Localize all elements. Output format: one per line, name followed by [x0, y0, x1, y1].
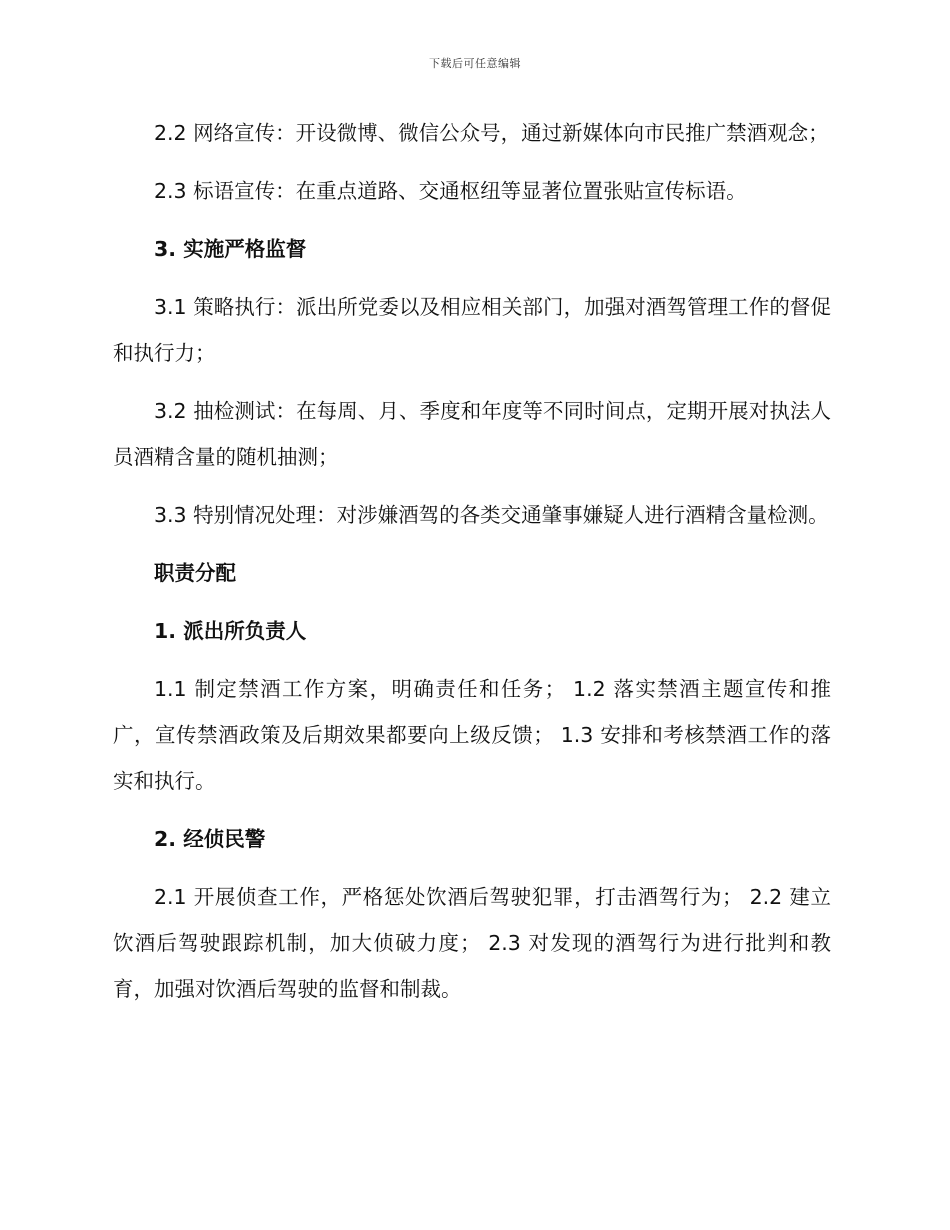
- heading-investigation-police: 2. 经侦民警: [154, 827, 266, 851]
- document-body: [113, 110, 831, 1024]
- paragraph-police-duties: 2.1 开展侦查工作，严格惩处饮酒后驾驶犯罪，打击酒驾行为； 2.2 建立饮酒后驾驶跟踪机制，加大侦破力度； 2.3 对发现的酒驾行为进行批判和教育，加强对饮酒后驾驶的监督和制裁。: [113, 885, 831, 1001]
- paragraph-2-2: 2.2 网络宣传：开设微博、微信公众号，通过新媒体向市民推广禁酒观念；: [154, 121, 829, 145]
- page-header: 下载后可任意编辑: [429, 57, 521, 70]
- heading-responsibilities: 职责分配: [154, 561, 236, 585]
- paragraph-2-3: 2.3 标语宣传：在重点道路、交通枢纽等显著位置张贴宣传标语。: [154, 179, 747, 203]
- paragraph-3-2: 3.2 抽检测试：在每周、月、季度和年度等不同时间点，定期开展对执法人员酒精含量的随机抽测；: [113, 399, 831, 469]
- heading-strict-supervision: 3. 实施严格监督: [154, 237, 307, 261]
- paragraph-3-3: 3.3 特别情况处理：对涉嫌酒驾的各类交通肇事嫌疑人进行酒精含量检测。: [154, 503, 829, 527]
- paragraph-leader-duties: 1.1 制定禁酒工作方案，明确责任和任务； 1.2 落实禁酒主题宣传和推广，宣传禁酒政策及后期效果都要向上级反馈； 1.3 安排和考核禁酒工作的落实和执行。: [113, 677, 831, 793]
- heading-station-leader: 1. 派出所负责人: [154, 619, 307, 643]
- paragraph-3-1: 3.1 策略执行：派出所党委以及相应相关部门，加强对酒驾管理工作的督促和执行力；: [113, 295, 831, 365]
